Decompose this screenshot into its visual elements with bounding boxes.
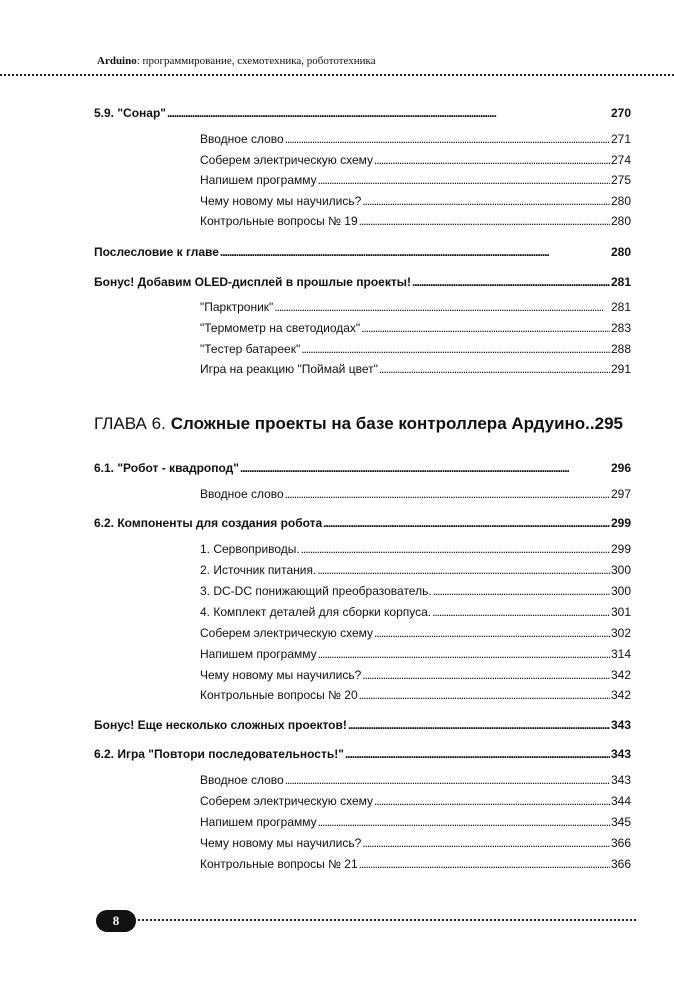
toc-page-number: 302 xyxy=(610,626,631,640)
toc-entry-title: Бонус! Добавим OLED-дисплей в прошлые проекты! xyxy=(94,275,411,289)
toc-dot-leader xyxy=(301,542,610,556)
toc-dot-leader xyxy=(362,836,610,850)
toc-subentry xyxy=(200,647,631,661)
chapter-label: ГЛАВА 6. xyxy=(94,414,166,433)
header-subtitle: : программирование, схемотехника, робототехника xyxy=(136,55,376,67)
toc-dot-leader xyxy=(374,794,610,808)
toc-dot-leader xyxy=(362,194,610,208)
toc-page-number: 281 xyxy=(610,300,631,314)
toc-subentry xyxy=(200,300,631,314)
toc-subentry xyxy=(200,794,631,808)
toc-dot-leader xyxy=(348,718,610,732)
toc-page-number: 280 xyxy=(610,194,631,208)
toc-page-number: 344 xyxy=(610,794,631,808)
toc-page-number: 281 xyxy=(610,275,631,289)
toc-page-number: 271 xyxy=(610,132,631,146)
toc-dot-leader xyxy=(240,461,610,475)
toc-entry-title: 5.9. "Сонар" xyxy=(94,106,166,120)
toc-page-number: 283 xyxy=(610,321,631,335)
toc-entry-title: Контрольные вопросы № 20 xyxy=(200,688,358,702)
toc-subentry xyxy=(200,584,631,598)
toc-page-number: 280 xyxy=(610,245,631,259)
toc-subentry xyxy=(200,362,631,376)
toc-dot-leader xyxy=(345,747,610,761)
toc-section-entry xyxy=(94,275,631,289)
toc-dot-leader xyxy=(285,773,610,787)
toc-entry-title: "Термометр на светодиодах" xyxy=(200,321,361,335)
toc-entry-title: 6.2. Игра "Повтори последовательность!" xyxy=(94,747,344,761)
toc-page-number: 288 xyxy=(610,342,631,356)
toc-page-number: 297 xyxy=(610,487,631,501)
toc-dot-leader xyxy=(301,342,610,356)
toc-subentry xyxy=(200,487,631,501)
toc-dot-leader xyxy=(359,214,610,228)
toc-subentry xyxy=(200,605,631,619)
toc-subentry xyxy=(200,321,631,335)
toc-entry-title: Напишем программу xyxy=(200,815,317,829)
toc-entry-title: Напишем программу xyxy=(200,173,317,187)
toc-page-number: 366 xyxy=(610,857,631,871)
toc-entry-title: Игра на реакцию "Поймай цвет" xyxy=(200,362,378,376)
toc-dot-leader xyxy=(220,245,610,259)
toc-subentry xyxy=(200,194,631,208)
toc-entry-title: Вводное слово xyxy=(200,487,284,501)
toc-entry-title: 6.1. "Робот - квадропод" xyxy=(94,461,239,475)
toc-subentry xyxy=(200,214,631,228)
toc-page-number: 343 xyxy=(610,773,631,787)
chapter-leader: .. xyxy=(585,414,595,433)
toc-dot-leader xyxy=(317,563,610,577)
toc-dot-leader xyxy=(167,106,610,120)
toc-dot-leader xyxy=(359,857,610,871)
toc-page-number: 345 xyxy=(610,815,631,829)
toc-dot-leader xyxy=(318,815,610,829)
toc-page-number: 299 xyxy=(610,542,631,556)
chapter-title: Сложные проекты на базе контроллера Ардуино xyxy=(170,414,586,433)
toc-entry-title: Бонус! Еще несколько сложных проектов! xyxy=(94,718,347,732)
toc-page-number: 342 xyxy=(610,688,631,702)
toc-entry-title: Вводное слово xyxy=(200,773,284,787)
toc-dot-leader xyxy=(359,688,610,702)
toc-entry-title: 3. DC-DC понижающий преобразователь. xyxy=(200,584,432,598)
toc-dot-leader xyxy=(374,153,610,167)
toc-subentry xyxy=(200,668,631,682)
toc-dot-leader xyxy=(318,173,610,187)
toc-subentry xyxy=(200,132,631,146)
toc-entry-title: Напишем программу xyxy=(200,647,317,661)
toc-dot-leader xyxy=(379,362,610,376)
toc-entry-title: 2. Источник питания. xyxy=(200,563,317,577)
chapter-heading xyxy=(94,413,639,435)
toc-page-number: 270 xyxy=(610,106,631,120)
toc-entry-title: 1. Сервоприводы. xyxy=(200,542,300,556)
toc-page-number: 301 xyxy=(610,605,631,619)
toc-subentry xyxy=(200,626,631,640)
toc-entry-title: Соберем электрическую схему xyxy=(200,153,374,167)
toc-page-number: 314 xyxy=(610,647,631,661)
toc-entry-title: Послесловие к главе xyxy=(94,245,219,259)
running-header xyxy=(97,55,376,67)
toc-dot-leader xyxy=(274,300,610,314)
toc-subentry xyxy=(200,542,631,556)
toc-subentry xyxy=(200,773,631,787)
toc-page-number: 291 xyxy=(610,362,631,376)
toc-dot-leader xyxy=(374,626,610,640)
toc-page-number: 299 xyxy=(610,516,631,530)
toc-subentry xyxy=(200,857,631,871)
toc-entry-title: Чему новому мы научились? xyxy=(200,668,362,682)
toc-subentry xyxy=(200,815,631,829)
toc-page-number: 342 xyxy=(610,668,631,682)
footer-divider xyxy=(138,919,636,921)
toc-subentry xyxy=(200,173,631,187)
toc-page-number: 343 xyxy=(610,718,631,732)
toc-page-number: 300 xyxy=(610,584,631,598)
toc-section-entry xyxy=(94,461,631,475)
toc-subentry xyxy=(200,153,631,167)
toc-subentry xyxy=(200,563,631,577)
toc-entry-title: Чему новому мы научились? xyxy=(200,836,362,850)
chapter-page: 295 xyxy=(594,414,623,433)
toc-page-number: 300 xyxy=(610,563,631,577)
toc-page-number: 275 xyxy=(610,173,631,187)
toc-subentry xyxy=(200,688,631,702)
toc-entry-title: Соберем электрическую схему xyxy=(200,794,374,808)
toc-entry-title: Чему новому мы научились? xyxy=(200,194,362,208)
toc-page-number: 296 xyxy=(610,461,631,475)
toc-entry-title: "Тестер батареек" xyxy=(200,342,301,356)
toc-dot-leader xyxy=(285,132,610,146)
toc-entry-title: 4. Комплект деталей для сборки корпуса. xyxy=(200,605,432,619)
toc-entry-title: Вводное слово xyxy=(200,132,284,146)
toc-subentry xyxy=(200,836,631,850)
toc-subentry xyxy=(200,342,631,356)
toc-dot-leader xyxy=(433,584,610,598)
toc-dot-leader xyxy=(361,321,610,335)
toc-section-entry xyxy=(94,106,631,120)
toc-dot-leader xyxy=(285,487,610,501)
toc-page-number: 274 xyxy=(610,153,631,167)
toc-entry-title: 6.2. Компоненты для создания робота xyxy=(94,516,323,530)
toc-page-number: 366 xyxy=(610,836,631,850)
toc-dot-leader xyxy=(362,668,610,682)
toc-entry-title: Контрольные вопросы № 19 xyxy=(200,214,358,228)
header-brand: Arduino xyxy=(97,55,137,67)
toc-dot-leader xyxy=(412,275,610,289)
toc-page-number: 343 xyxy=(610,747,631,761)
header-divider xyxy=(0,74,674,76)
toc-dot-leader xyxy=(323,516,610,530)
toc-dot-leader xyxy=(432,605,610,619)
toc-entry-title: "Парктроник" xyxy=(200,300,274,314)
toc-section-entry xyxy=(94,516,631,530)
toc-section-entry xyxy=(94,718,631,732)
toc-section-entry xyxy=(94,245,631,259)
toc-entry-title: Соберем электрическую схему xyxy=(200,626,374,640)
toc-entry-title: Контрольные вопросы № 21 xyxy=(200,857,358,871)
toc-page-number: 280 xyxy=(610,214,631,228)
toc-dot-leader xyxy=(318,647,610,661)
toc-section-entry xyxy=(94,747,631,761)
page-number-badge: 8 xyxy=(96,910,136,932)
